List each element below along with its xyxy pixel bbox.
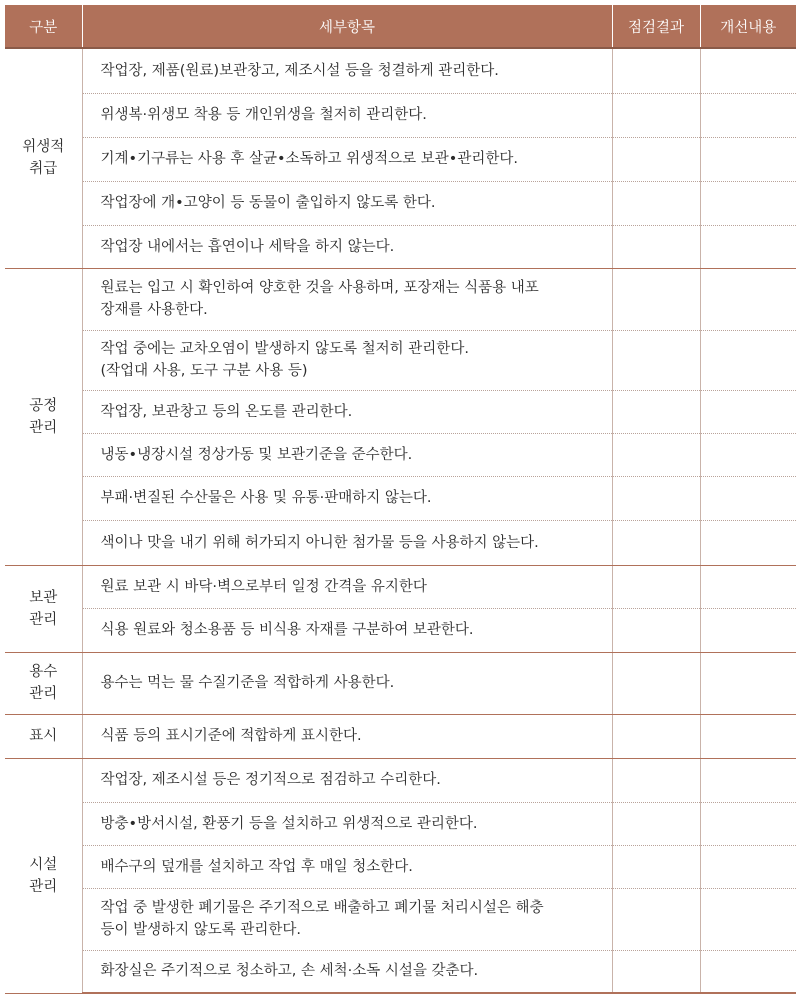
detail-item-text: 화장실은 주기적으로 청소하고, 손 세척·소독 시설을 갖춘다. xyxy=(100,963,479,980)
table-row xyxy=(5,330,796,390)
detail-item-text: 작업장, 보관창고 등의 온도를 관리한다. xyxy=(100,403,353,420)
detail-item-text: 방충•방서시설, 환풍기 등을 설치하고 위생적으로 관리한다. xyxy=(100,815,478,832)
detail-item-cell xyxy=(82,137,612,181)
category-label: 관리 xyxy=(29,878,58,895)
category-label: 취급 xyxy=(29,161,58,178)
detail-item-cell xyxy=(82,433,612,476)
detail-item-cell xyxy=(82,330,612,390)
detail-item-cell xyxy=(82,476,612,520)
detail-item-text: 작업 중에는 교차오염이 발생하지 않도록 철저히 관리한다. xyxy=(100,341,469,357)
detail-item-cell xyxy=(82,48,612,93)
table-row xyxy=(5,137,796,181)
improvement-cell[interactable] xyxy=(700,652,796,714)
detail-item-text: 작업장에 개•고양이 등 동물이 출입하지 않도록 한다. xyxy=(100,195,436,211)
improvement-cell[interactable] xyxy=(700,888,796,950)
result-cell[interactable] xyxy=(612,758,700,802)
improvement-cell[interactable] xyxy=(700,137,796,181)
table-row xyxy=(5,476,796,520)
table-row xyxy=(5,268,796,330)
improvement-cell[interactable] xyxy=(700,802,796,845)
detail-item-cell xyxy=(82,652,612,714)
result-cell[interactable] xyxy=(612,652,700,714)
table-row xyxy=(5,181,796,225)
detail-item-cell xyxy=(82,802,612,845)
improvement-cell[interactable] xyxy=(700,608,796,652)
detail-item-text: 장재를 사용한다. xyxy=(100,302,208,318)
category-cell xyxy=(5,652,82,714)
result-cell[interactable] xyxy=(612,181,700,225)
header-detail: 세부항목 xyxy=(82,5,612,48)
category-label: 보관 xyxy=(29,589,58,606)
detail-item-text: 부패·변질된 수산물은 사용 및 유통·판매하지 않는다. xyxy=(100,490,432,506)
improvement-cell[interactable] xyxy=(700,225,796,268)
detail-item-cell xyxy=(82,950,612,993)
table-row xyxy=(5,802,796,845)
detail-item-cell xyxy=(82,390,612,433)
table-row xyxy=(5,608,796,652)
category-cell xyxy=(5,758,82,993)
result-cell[interactable] xyxy=(612,268,700,330)
detail-item-text: 원료는 입고 시 확인하여 양호한 것을 사용하며, 포장재는 식품용 내포 xyxy=(100,280,539,296)
result-cell[interactable] xyxy=(612,802,700,845)
category-cell xyxy=(5,714,82,758)
category-label: 관리 xyxy=(29,611,58,628)
improvement-cell[interactable] xyxy=(700,520,796,565)
category-cell xyxy=(5,268,82,565)
result-cell[interactable] xyxy=(612,845,700,888)
result-cell[interactable] xyxy=(612,476,700,520)
detail-item-text: 원료 보관 시 바닥·벽으로부터 일정 간격을 유지한다 xyxy=(100,578,427,595)
table-row xyxy=(5,845,796,888)
result-cell[interactable] xyxy=(612,950,700,993)
result-cell[interactable] xyxy=(612,565,700,608)
improvement-cell[interactable] xyxy=(700,950,796,993)
result-cell[interactable] xyxy=(612,888,700,950)
table-row xyxy=(5,93,796,137)
detail-item-text: 작업 중 발생한 폐기물은 주기적으로 배출하고 폐기물 처리시설은 해충 xyxy=(100,900,544,916)
table-row xyxy=(5,225,796,268)
detail-item-text: 작업장, 제조시설 등은 정기적으로 점검하고 수리한다. xyxy=(100,772,441,788)
improvement-cell[interactable] xyxy=(700,181,796,225)
improvement-cell[interactable] xyxy=(700,565,796,608)
improvement-cell[interactable] xyxy=(700,758,796,802)
category-label: 위생적 xyxy=(22,139,65,156)
detail-item-text: 용수는 먹는 물 수질기준을 적합하게 사용한다. xyxy=(100,675,395,691)
result-cell[interactable] xyxy=(612,137,700,181)
header-category: 구분 xyxy=(5,5,82,48)
header-row xyxy=(5,5,796,48)
detail-item-text: 배수구의 덮개를 설치하고 작업 후 매일 청소한다. xyxy=(100,858,413,875)
detail-item-text: 색이나 맛을 내기 위해 허가되지 아니한 첨가물 등을 사용하지 않는다. xyxy=(100,534,539,551)
improvement-cell[interactable] xyxy=(700,330,796,390)
result-cell[interactable] xyxy=(612,714,700,758)
table-row xyxy=(5,433,796,476)
detail-item-text: 식품 등의 표시기준에 적합하게 표시한다. xyxy=(100,728,362,744)
detail-item-cell xyxy=(82,520,612,565)
detail-item-text: 냉동•냉장시설 정상가동 및 보관기준을 준수한다. xyxy=(100,446,413,463)
table-row xyxy=(5,520,796,565)
detail-item-text: (작업대 사용, 도구 구분 사용 등) xyxy=(100,363,308,379)
result-cell[interactable] xyxy=(612,433,700,476)
result-cell[interactable] xyxy=(612,93,700,137)
category-label: 용수 xyxy=(29,664,58,680)
improvement-cell[interactable] xyxy=(700,714,796,758)
table-row xyxy=(5,565,796,608)
detail-item-cell xyxy=(82,845,612,888)
improvement-cell[interactable] xyxy=(700,433,796,476)
detail-item-text: 작업장, 제품(원료)보관창고, 제조시설 등을 청결하게 관리한다. xyxy=(100,62,499,79)
category-label: 공정 xyxy=(29,397,58,414)
detail-item-cell xyxy=(82,714,612,758)
table-row xyxy=(5,48,796,93)
improvement-cell[interactable] xyxy=(700,93,796,137)
category-label: 관리 xyxy=(29,419,58,436)
result-cell[interactable] xyxy=(612,608,700,652)
table-row xyxy=(5,888,796,950)
detail-item-text: 식용 원료와 청소용품 등 비식용 자재를 구분하여 보관한다. xyxy=(100,622,474,638)
improvement-cell[interactable] xyxy=(700,476,796,520)
table-row xyxy=(5,758,796,802)
header-result: 점검결과 xyxy=(612,5,700,48)
detail-item-text: 기계•기구류는 사용 후 살균•소독하고 위생적으로 보관•관리한다. xyxy=(100,151,518,167)
improvement-cell[interactable] xyxy=(700,390,796,433)
table-row xyxy=(5,714,796,758)
detail-item-text: 작업장 내에서는 흡연이나 세탁을 하지 않는다. xyxy=(100,238,395,255)
result-cell[interactable] xyxy=(612,330,700,390)
detail-item-cell xyxy=(82,181,612,225)
table-row xyxy=(5,390,796,433)
result-cell[interactable] xyxy=(612,520,700,565)
detail-item-cell xyxy=(82,268,612,330)
detail-item-cell xyxy=(82,565,612,608)
category-cell xyxy=(5,565,82,652)
category-cell xyxy=(5,48,82,268)
table-row xyxy=(5,950,796,993)
result-cell[interactable] xyxy=(612,48,700,93)
category-label: 시설 xyxy=(29,856,58,873)
detail-item-cell xyxy=(82,888,612,950)
header-improvement: 개선내용 xyxy=(700,5,796,48)
result-cell[interactable] xyxy=(612,390,700,433)
checklist-body xyxy=(5,48,796,993)
improvement-cell[interactable] xyxy=(700,48,796,93)
improvement-cell[interactable] xyxy=(700,268,796,330)
detail-item-cell xyxy=(82,93,612,137)
detail-item-text: 등이 발생하지 않도록 관리한다. xyxy=(100,922,302,938)
table-row xyxy=(5,652,796,714)
category-label: 표시 xyxy=(29,728,58,744)
improvement-cell[interactable] xyxy=(700,845,796,888)
category-label: 관리 xyxy=(29,686,58,702)
detail-item-text: 위생복·위생모 착용 등 개인위생을 철저히 관리한다. xyxy=(100,107,427,123)
detail-item-cell xyxy=(82,225,612,268)
detail-item-cell xyxy=(82,608,612,652)
hygiene-checklist-table xyxy=(5,5,796,994)
result-cell[interactable] xyxy=(612,225,700,268)
detail-item-cell xyxy=(82,758,612,802)
